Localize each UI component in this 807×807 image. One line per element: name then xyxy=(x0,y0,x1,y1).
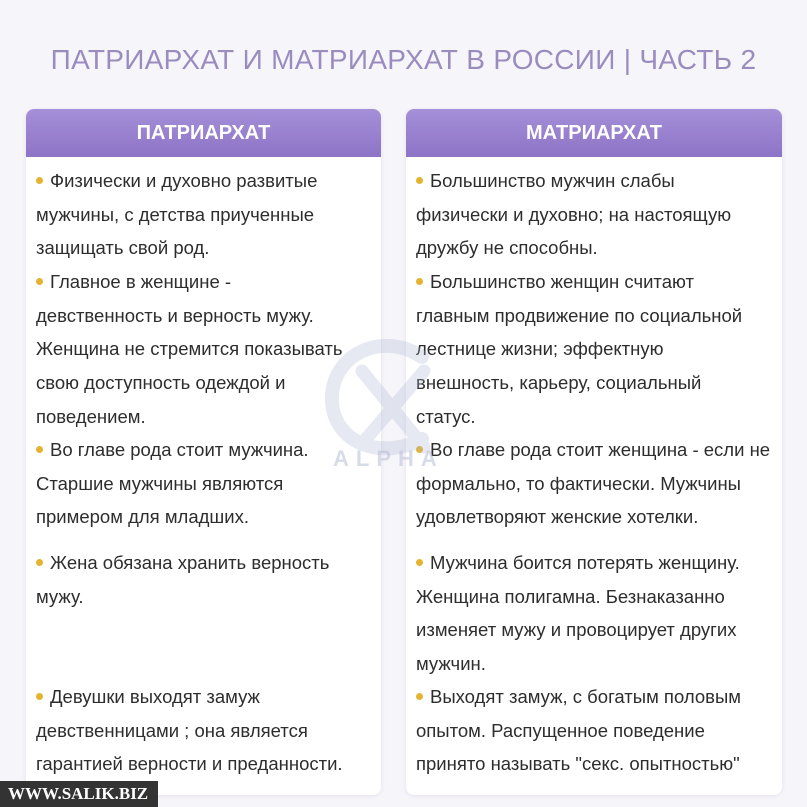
list-item-line: лестнице жизни; эффектную xyxy=(416,338,664,360)
list-item xyxy=(416,433,778,534)
list-item-line: принято называть "секс. опытностью" xyxy=(416,753,740,775)
list-item-line: Мужчина боится потерять женщину. xyxy=(416,546,778,580)
list-item-line: изменяет мужу и провоцирует других xyxy=(416,619,737,641)
list-item-line: главным продвижение по социальной xyxy=(416,304,743,326)
patriarchy-heading: ПАТРИАРХАТ xyxy=(26,109,381,157)
list-item-line: гарантией верности и преданности. xyxy=(36,753,343,775)
list-item-line: примером для младших. xyxy=(36,506,249,528)
list-item-line: Женщина не стремится показывать xyxy=(36,338,343,360)
list-item-line: Во главе рода стоит женщина - если не xyxy=(416,433,778,467)
list-item-line: девственность и верность мужу. xyxy=(36,304,314,326)
bullet-icon xyxy=(416,177,423,184)
list-item-line: мужчины, с детства приученные xyxy=(36,203,315,225)
bullet-icon xyxy=(416,446,423,453)
list-item-line: Старшие мужчины являются xyxy=(36,472,284,494)
list-item-line: свою доступность одеждой и xyxy=(36,372,286,394)
patriarchy-list xyxy=(26,157,381,795)
list-item xyxy=(36,433,377,534)
list-item-line: Женщина полигамна. Безнаказанно xyxy=(416,585,725,607)
list-item xyxy=(36,164,377,265)
list-item-line: формально, то фактически. Мужчины xyxy=(416,472,741,494)
list-item xyxy=(36,546,377,613)
list-item-line: Во главе рода стоит мужчина. xyxy=(36,433,377,467)
list-item xyxy=(416,265,778,434)
patriarchy-card xyxy=(26,109,381,795)
bullet-icon xyxy=(416,693,423,700)
list-item xyxy=(416,546,778,681)
matriarchy-list xyxy=(406,157,782,795)
matriarchy-heading: МАТРИАРХАТ xyxy=(406,109,782,157)
list-item-line: Большинство женщин считают xyxy=(416,265,778,299)
list-item-line: Большинство мужчин слабы xyxy=(416,164,778,198)
list-item-line: Жена обязана хранить верность xyxy=(36,546,377,580)
page-title: ПАТРИАРХАТ И МАТРИАРХАТ В РОССИИ | ЧАСТЬ 2 xyxy=(50,44,757,75)
list-item xyxy=(36,265,377,434)
list-item-line: мужу. xyxy=(36,585,84,607)
list-item-line: статус. xyxy=(416,405,476,427)
list-item-line: Физически и духовно развитые xyxy=(36,164,377,198)
list-item-line: физически и духовно; на настоящую xyxy=(416,203,732,225)
bullet-icon xyxy=(416,559,423,566)
list-item-line: удовлетворяют женские хотелки. xyxy=(416,506,699,528)
matriarchy-card xyxy=(406,109,782,795)
bullet-icon xyxy=(36,446,43,453)
list-item-line: мужчин. xyxy=(416,653,486,675)
list-item-line: девственницами ; она является xyxy=(36,719,308,741)
list-item-line: защищать свой род. xyxy=(36,237,210,259)
site-watermark: WWW.SALIK.BIZ xyxy=(0,781,158,807)
bullet-icon xyxy=(36,559,43,566)
list-item-line: Девушки выходят замуж xyxy=(36,680,377,714)
bullet-icon xyxy=(416,278,423,285)
list-item xyxy=(416,680,778,781)
list-item xyxy=(36,680,377,781)
bullet-icon xyxy=(36,693,43,700)
list-item-line: Главное в женщине - xyxy=(36,265,377,299)
list-item-line: внешность, карьеру, социальный xyxy=(416,372,702,394)
list-item-line: дружбу не способны. xyxy=(416,237,598,259)
watermark-text: ALPHA xyxy=(333,446,444,471)
list-item-line: поведением. xyxy=(36,405,146,427)
list-item-line: Выходят замуж, с богатым половым xyxy=(416,680,778,714)
list-item-line: опытом. Распущенное поведение xyxy=(416,719,705,741)
bullet-icon xyxy=(36,177,43,184)
list-item xyxy=(416,164,778,265)
bullet-icon xyxy=(36,278,43,285)
